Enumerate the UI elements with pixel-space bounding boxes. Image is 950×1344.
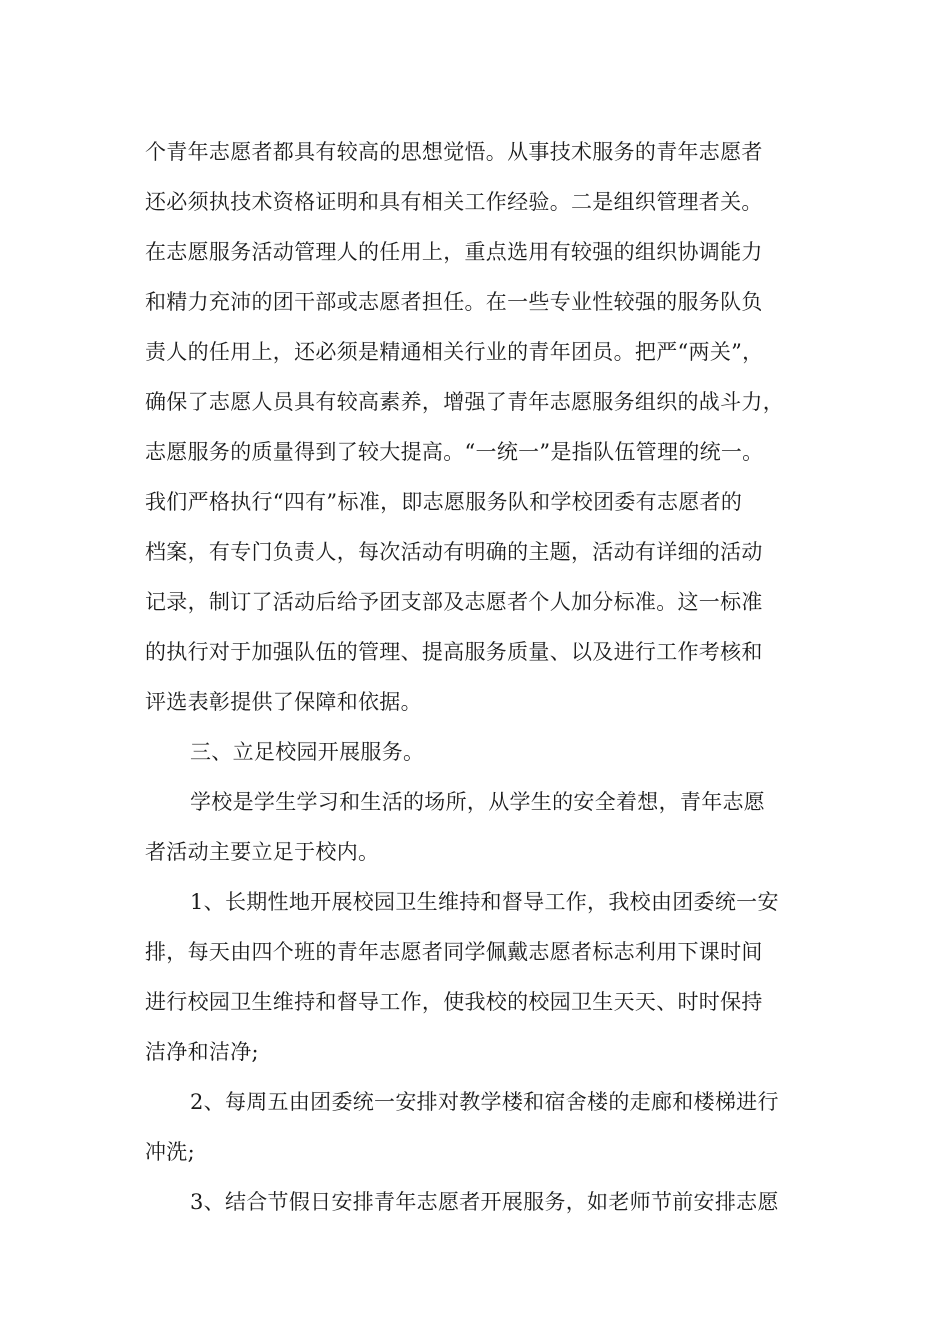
text-line: 者活动主要立足于校内。 (145, 840, 380, 864)
list-item-3: 3、结合节假日安排青年志愿者开展服务，如老师节前安排志愿 (190, 1190, 779, 1214)
text-line: 志愿服务的质量得到了较大提高。“一统一”是指队伍管理的统一。 (145, 440, 764, 464)
paragraph-start: 学校是学生学习和生活的场所，从学生的安全着想，青年志愿 (190, 790, 766, 814)
text-line: 和精力充沛的团干部或志愿者担任。在一些专业性较强的服务队负 (145, 290, 763, 314)
text-line: 洁净和洁净; (145, 1040, 259, 1064)
text-line: 个青年志愿者都具有较高的思想觉悟。从事技术服务的青年志愿者 (145, 140, 763, 164)
text-line: 责人的任用上，还必须是精通相关行业的青年团员。把严“两关”， (145, 340, 764, 364)
text-line: 在志愿服务活动管理人的任用上，重点选用有较强的组织协调能力 (145, 240, 763, 264)
text-line: 记录，制订了活动后给予团支部及志愿者个人加分标准。这一标准 (145, 590, 763, 614)
list-item-2: 2、每周五由团委统一安排对教学楼和宿舍楼的走廊和楼梯进行 (190, 1090, 779, 1114)
text-line: 我们严格执行“四有”标准，即志愿服务队和学校团委有志愿者的 (145, 490, 743, 514)
text-line: 档案，有专门负责人，每次活动有明确的主题，活动有详细的活动 (145, 540, 763, 564)
text-line: 评选表彰提供了保障和依据。 (145, 690, 422, 714)
text-line: 确保了志愿人员具有较高素养，增强了青年志愿服务组织的战斗力， (145, 390, 784, 414)
text-line: 进行校园卫生维持和督导工作，使我校的校园卫生天天、时时保持 (145, 990, 763, 1014)
text-line: 的执行对于加强队伍的管理、提高服务质量、以及进行工作考核和 (145, 640, 763, 664)
section-heading: 三、立足校园开展服务。 (190, 740, 425, 764)
text-line: 冲洗; (145, 1140, 195, 1164)
text-line: 排，每天由四个班的青年志愿者同学佩戴志愿者标志利用下课时间 (145, 940, 763, 964)
text-line: 还必须执技术资格证明和具有相关工作经验。二是组织管理者关。 (145, 190, 763, 214)
list-item-1: 1、长期性地开展校园卫生维持和督导工作，我校由团委统一安 (190, 890, 779, 914)
